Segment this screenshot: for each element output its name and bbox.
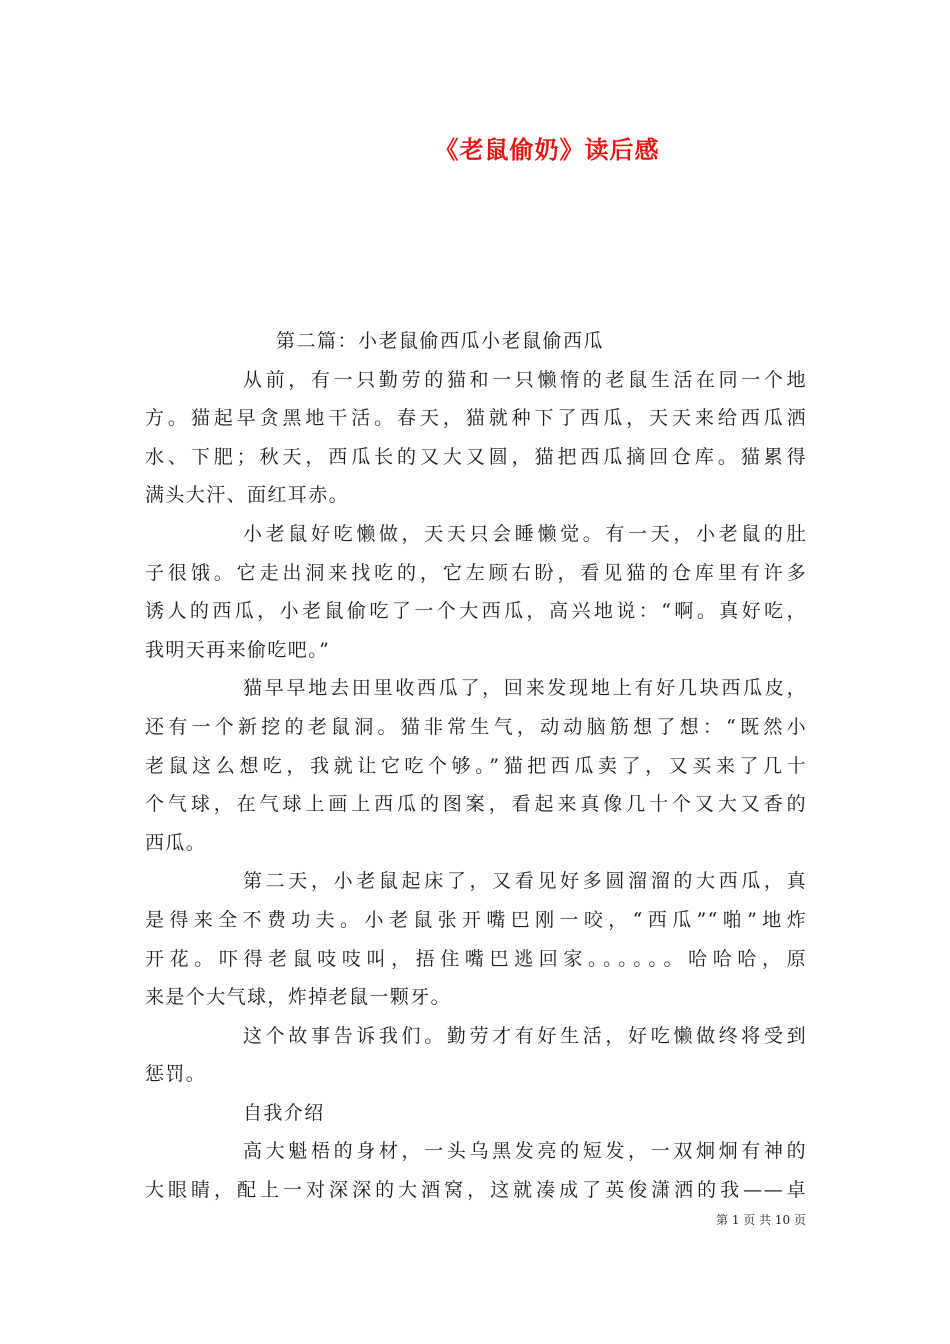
paragraph-line: 诱人的西瓜，小老鼠偷吃了一个大西瓜，高兴地说：“啊。真好吃， bbox=[145, 600, 807, 623]
page-number-footer: 第 1 页 共 10 页 bbox=[716, 1213, 806, 1227]
document-body bbox=[145, 322, 807, 1210]
paragraph-line: 这个故事告诉我们。勤劳才有好生活，好吃懒做终将受到 bbox=[243, 1024, 807, 1047]
subsection-heading: 自我介绍 bbox=[243, 1101, 325, 1124]
paragraph-line: 开花。吓得老鼠吱吱叫，捂住嘴巴逃回家。。。。。。哈哈哈，原 bbox=[145, 947, 807, 970]
paragraph-line: 是得来全不费功夫。小老鼠张开嘴巴刚一咬，“西瓜”“啪”地炸 bbox=[145, 908, 807, 931]
paragraph-line: 猫早早地去田里收西瓜了，回来发现地上有好几块西瓜皮， bbox=[243, 677, 807, 700]
paragraph-line: 满头大汗、面红耳赤。 bbox=[145, 484, 350, 507]
paragraph-line: 从前，有一只勤劳的猫和一只懒惰的老鼠生活在同一个地 bbox=[243, 368, 807, 391]
paragraph-line: 水、下肥；秋天，西瓜长的又大又圆，猫把西瓜摘回仓库。猫累得 bbox=[145, 445, 807, 468]
paragraph-line: 惩罚。 bbox=[145, 1063, 207, 1086]
paragraph-line: 老鼠这么想吃，我就让它吃个够。”猫把西瓜卖了，又买来了几十 bbox=[145, 754, 807, 777]
paragraph-line: 小老鼠好吃懒做，天天只会睡懒觉。有一天，小老鼠的肚 bbox=[243, 522, 807, 545]
paragraph-line: 高大魁梧的身材，一头乌黑发亮的短发，一双炯炯有神的 bbox=[243, 1140, 807, 1163]
paragraph-line: 第二天，小老鼠起床了，又看见好多圆溜溜的大西瓜，真 bbox=[243, 870, 807, 893]
paragraph-line: 大眼睛，配上一对深深的大酒窝，这就凑成了英俊潇洒的我——卓 bbox=[145, 1179, 807, 1202]
paragraph-line: 西瓜。 bbox=[145, 831, 207, 854]
paragraph-line: 子很饿。它走出洞来找吃的，它左顾右盼，看见猫的仓库里有许多 bbox=[145, 561, 807, 584]
paragraph-line: 方。猫起早贪黑地干活。春天，猫就种下了西瓜，天天来给西瓜洒 bbox=[145, 407, 807, 430]
paragraph-line: 还有一个新挖的老鼠洞。猫非常生气，动动脑筋想了想：“既然小 bbox=[145, 715, 807, 738]
paragraph-line: 来是个大气球，炸掉老鼠一颗牙。 bbox=[145, 986, 452, 1009]
paragraph-line: 个气球，在气球上画上西瓜的图案，看起来真像几十个又大又香的 bbox=[145, 793, 807, 816]
section-heading: 第二篇：小老鼠偷西瓜小老鼠偷西瓜 bbox=[276, 330, 605, 352]
paragraph-line: 我明天再来偷吃吧。” bbox=[145, 638, 331, 661]
document-title: 《老鼠偷奶》读后感 bbox=[434, 135, 660, 164]
